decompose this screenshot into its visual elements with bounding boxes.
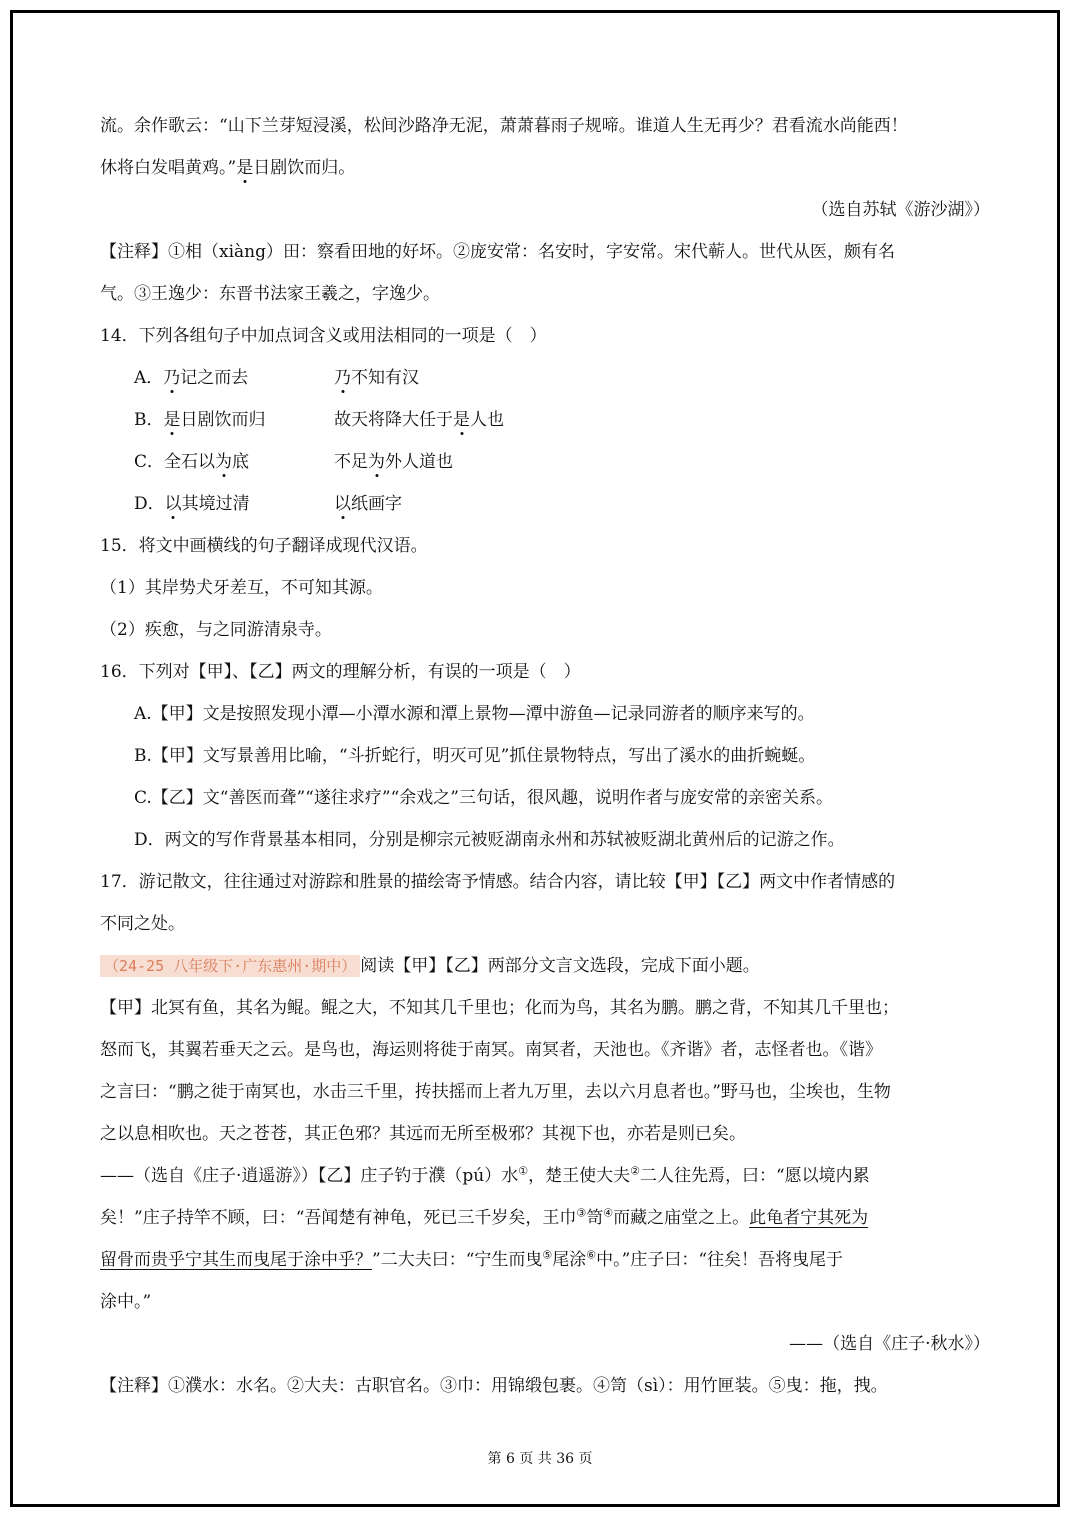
question-14-stem: 14．下列各组句子中加点词含义或用法相同的一项是（ ）: [100, 326, 547, 346]
source-citation: （选自苏轼《游沙湖》）: [811, 200, 990, 220]
underlined-sentence: 留骨而贵乎宁其生而曳尾于涂中乎？: [100, 1250, 372, 1270]
q16-option-b: B.【甲】文写景善用比喻，“斗折蛇行，明灭可见”抓住景物特点，写出了溪水的曲折蜿蜒。: [134, 746, 816, 766]
q14-option-b: B．是日剧饮而归 故天将降大任于是人也: [134, 410, 504, 430]
question-17-line: 17．游记散文，往往通过对游踪和胜景的描绘寄予情感。结合内容，请比较【甲】【乙】两文中作者情感的: [100, 872, 896, 892]
q14-option-d: D．以其境过清 以纸画字: [134, 494, 402, 514]
q14-option-a: A．乃记之而去 乃不知有汉: [134, 368, 419, 388]
q14-option-c: C．全石以为底 不足为外人道也: [134, 452, 453, 472]
question-16-stem: 16．下列对【甲】、【乙】两文的理解分析，有误的一项是（ ）: [100, 662, 581, 682]
passage-jia-line: 【甲】北冥有鱼，其名为鲲。鲲之大，不知其几千里也；化而为鸟，其名为鹏。鹏之背，不知其几千里也；: [100, 998, 899, 1018]
question-17-line: 不同之处。: [100, 914, 185, 934]
text-line: 休将白发唱黄鸡。”是日剧饮而归。: [100, 158, 356, 178]
notes-line: 【注释】①濮水：水名。②大夫：古职官名。③巾：用锦缎包裹。④笥（sì）：用竹匣装。⑤曳：拖，拽。: [100, 1376, 888, 1396]
passage-jia-line: 之以息相吹也。天之苍苍，其正色邪？其远而无所至极邪？其视下也，亦若是则已矣。: [100, 1124, 746, 1144]
passage-jia-line: 之言曰：“鹏之徙于南冥也，水击三千里，抟扶摇而上者九万里，去以六月息者也。”野马也，尘埃也，生物: [100, 1082, 891, 1102]
text-line: 流。余作歌云：“山下兰芽短浸溪，松间沙路净无泥，萧萧暮雨子规啼。谁道人生无再少？君看流水尚能西！: [100, 116, 908, 136]
passage-yi-line: ——（选自《庄子·逍遥游》）【乙】庄子钓于濮（pú）水①，楚王使大夫②二人往先焉，曰：“愿以境内累: [100, 1164, 870, 1186]
q16-option-a: A.【甲】文是按照发现小潭—小潭水源和潭上景物—潭中游鱼—记录同游者的顺序来写的。: [134, 704, 815, 724]
q16-option-d: D．两文的写作背景基本相同，分别是柳宗元被贬湖南永州和苏轼被贬湖北黄州后的记游之作。: [134, 830, 845, 850]
notes-line: 气。③王逸少：东晋书法家王羲之，字逸少。: [100, 284, 440, 304]
question-15-stem: 15．将文中画横线的句子翻译成现代汉语。: [100, 536, 428, 556]
page-content: [100, 105, 990, 1407]
source-citation: ——（选自《庄子·秋水》）: [789, 1334, 990, 1354]
passage-yi-line: 涂中。”: [100, 1292, 152, 1312]
q16-option-c: C.【乙】文“善医而聋”“遂往求疗”“余戏之”三句话，很风趣，说明作者与庞安常的亲密关系。: [134, 788, 833, 808]
next-set-intro: （24-25 八年级下·广东惠州·期中） 阅读【甲】【乙】两部分文言文选段，完成下面小题。: [100, 945, 990, 987]
page-footer: 第 6 页 共 36 页: [487, 1451, 593, 1467]
q15-item: （2）疾愈，与之同游清泉寺。: [100, 620, 332, 640]
source-tag: （24-25 八年级下·广东惠州·期中）: [100, 955, 360, 977]
q15-item: （1）其岸势犬牙差互，不可知其源。: [100, 578, 383, 598]
passage-yi-line: 留骨而贵乎宁其生而曳尾于涂中乎？”二大夫曰：“宁生而曳⑤尾涂⑥中。”庄子曰：“往矣！吾将曳尾于: [100, 1248, 844, 1270]
underlined-sentence: 此龟者宁其死为: [749, 1208, 869, 1228]
notes-line: 【注释】①相（xiàng）田：察看田地的好坏。②庞安常：名安时，字安常。宋代蕲人。世代从医，颇有名: [100, 242, 895, 262]
dotted-char: 是: [236, 158, 254, 178]
passage-jia-line: 怒而飞，其翼若垂天之云。是鸟也，海运则将徙于南冥。南冥者，天池也。《齐谐》者，志怪者也。《谐》: [100, 1040, 882, 1060]
passage-yi-line: 矣！”庄子持竿不顾，曰：“吾闻楚有神龟，死已三千岁矣，王巾③笥④而藏之庙堂之上。此龟者宁其死为: [100, 1206, 869, 1228]
